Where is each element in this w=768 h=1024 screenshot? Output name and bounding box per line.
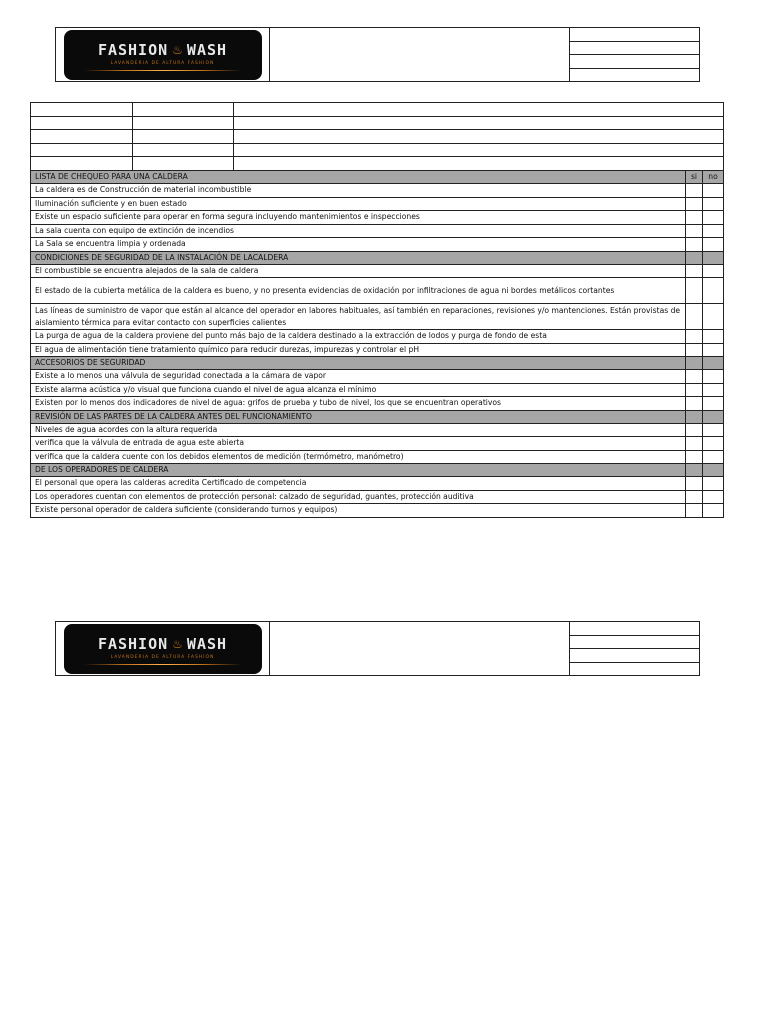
check-cell-no bbox=[703, 410, 724, 423]
checklist-row bbox=[31, 504, 724, 518]
header-title-cell bbox=[270, 622, 570, 675]
check-cell-si[interactable] bbox=[686, 238, 703, 252]
checklist-item-text: Existe alarma acústica y/o visual que funciona cuando el nivel de agua alcanza el mínimo bbox=[31, 383, 686, 397]
logo-text-left: FASHION bbox=[97, 635, 169, 653]
section-title: REVISIÓN DE LAS PARTES DE LA CALDERA ANTES DEL FUNCIONAMIENTO bbox=[31, 410, 686, 423]
check-cell-no bbox=[703, 357, 724, 370]
check-cell-si bbox=[686, 357, 703, 370]
checklist-item-text: verifica que la caldera cuente con los debidos elementos de medición (termómetro, manómetro) bbox=[31, 450, 686, 464]
check-cell-no[interactable] bbox=[703, 383, 724, 397]
check-cell-si[interactable] bbox=[686, 423, 703, 437]
checklist-item-text: La caldera es de Construcción de material incombustible bbox=[31, 184, 686, 198]
header-meta-row bbox=[570, 55, 699, 69]
checklist-row bbox=[31, 397, 724, 411]
checklist-item-text: Los operadores cuentan con elementos de protección personal: calzado de seguridad, guantes, protección auditiva bbox=[31, 490, 686, 504]
check-cell-si[interactable] bbox=[686, 278, 703, 304]
header-meta-row bbox=[570, 663, 699, 676]
header-meta-cell bbox=[570, 622, 699, 675]
checklist-body bbox=[31, 184, 724, 518]
info-cell[interactable] bbox=[31, 103, 133, 117]
check-cell-no[interactable] bbox=[703, 397, 724, 411]
checklist-row bbox=[31, 197, 724, 211]
check-cell-si bbox=[686, 464, 703, 477]
info-cell[interactable] bbox=[234, 130, 724, 144]
checklist-title: LISTA DE CHEQUEO PARA UNA CALDERA bbox=[31, 171, 686, 184]
logo-text-right: WASH bbox=[186, 41, 228, 59]
checklist-row bbox=[31, 330, 724, 344]
checklist-item-text: El combustible se encuentra alejados de la sala de caldera bbox=[31, 264, 686, 278]
checklist-section-row bbox=[31, 464, 724, 477]
info-cell[interactable] bbox=[133, 130, 234, 144]
info-cell[interactable] bbox=[234, 103, 724, 117]
check-cell-si[interactable] bbox=[686, 437, 703, 451]
checklist-item-text: Existen por lo menos dos indicadores de nivel de agua: grifos de prueba y tubo de nivel, los que se encuentran operativos bbox=[31, 397, 686, 411]
checklist-header-row bbox=[31, 171, 724, 184]
logo-swoosh bbox=[84, 70, 242, 71]
checklist-row bbox=[31, 304, 724, 330]
logo-tagline: LAVANDERIA DE ALTURA FASHION bbox=[110, 61, 215, 66]
header-meta-row bbox=[570, 649, 699, 663]
checklist-row bbox=[31, 450, 724, 464]
logo-tagline: LAVANDERIA DE ALTURA FASHION bbox=[110, 655, 215, 660]
checklist-row bbox=[31, 184, 724, 198]
section-title: ACCESORIOS DE SEGURIDAD bbox=[31, 357, 686, 370]
check-cell-si[interactable] bbox=[686, 304, 703, 330]
checklist-section-row bbox=[31, 410, 724, 423]
checklist-item-text: Existe a lo menos una válvula de seguridad conectada a la cámara de vapor bbox=[31, 370, 686, 384]
check-cell-no[interactable] bbox=[703, 330, 724, 344]
check-cell-no[interactable] bbox=[703, 197, 724, 211]
info-table bbox=[30, 102, 724, 171]
document-header-second bbox=[55, 621, 700, 676]
logo-cell bbox=[56, 28, 270, 81]
column-no-header: no bbox=[703, 171, 724, 184]
header-meta-cell bbox=[570, 28, 699, 81]
checklist-item-text: Niveles de agua acordes con la altura requerida bbox=[31, 423, 686, 437]
checklist-row bbox=[31, 370, 724, 384]
checklist-item-text: El personal que opera las calderas acredita Certificado de competencia bbox=[31, 477, 686, 491]
checklist-row bbox=[31, 383, 724, 397]
checklist-item-text: Las líneas de suministro de vapor que están al alcance del operador en labores habituales, así también en reparaciones, revisiones y/o mantenciones. Están provistas de aislamiento térmica para evitar contacto con superficies calientes bbox=[31, 304, 686, 330]
logo-text-right: WASH bbox=[186, 635, 228, 653]
checklist-row bbox=[31, 490, 724, 504]
checklist-section-row bbox=[31, 357, 724, 370]
check-cell-no[interactable] bbox=[703, 211, 724, 225]
check-cell-si[interactable] bbox=[686, 343, 703, 357]
header-meta-row bbox=[570, 636, 699, 650]
check-cell-no[interactable] bbox=[703, 370, 724, 384]
check-cell-no[interactable] bbox=[703, 423, 724, 437]
check-cell-no bbox=[703, 464, 724, 477]
info-cell[interactable] bbox=[31, 143, 133, 157]
fashion-wash-logo bbox=[64, 30, 262, 80]
fashion-wash-logo bbox=[64, 624, 262, 674]
check-cell-si[interactable] bbox=[686, 397, 703, 411]
check-cell-si[interactable] bbox=[686, 370, 703, 384]
checklist-row bbox=[31, 264, 724, 278]
check-cell-si[interactable] bbox=[686, 383, 703, 397]
document-header bbox=[55, 27, 700, 82]
checklist-row bbox=[31, 343, 724, 357]
header-meta-row bbox=[570, 28, 699, 42]
info-cell[interactable] bbox=[133, 143, 234, 157]
check-cell-no[interactable] bbox=[703, 238, 724, 252]
section-title: CONDICIONES DE SEGURIDAD DE LA INSTALACIÓN DE LACALDERA bbox=[31, 251, 686, 264]
logo-figure-icon: ♨ bbox=[172, 43, 183, 57]
check-cell-no[interactable] bbox=[703, 490, 724, 504]
logo-cell bbox=[56, 622, 270, 675]
check-cell-no[interactable] bbox=[703, 224, 724, 238]
check-cell-no[interactable] bbox=[703, 343, 724, 357]
checklist-item-text: Existe un espacio suficiente para operar en forma segura incluyendo mantenimientos e inspecciones bbox=[31, 211, 686, 225]
info-cell[interactable] bbox=[234, 143, 724, 157]
check-cell-no[interactable] bbox=[703, 477, 724, 491]
info-cell[interactable] bbox=[133, 157, 234, 171]
header-meta-row bbox=[570, 42, 699, 56]
check-cell-si[interactable] bbox=[686, 330, 703, 344]
checklist-section-row bbox=[31, 251, 724, 264]
checklist-item-text: La sala cuenta con equipo de extinción de incendios bbox=[31, 224, 686, 238]
check-cell-si bbox=[686, 251, 703, 264]
check-cell-no[interactable] bbox=[703, 450, 724, 464]
checklist-item-text: Existe personal operador de caldera suficiente (considerando turnos y equipos) bbox=[31, 504, 686, 518]
logo-figure-icon: ♨ bbox=[172, 637, 183, 651]
checklist-row bbox=[31, 278, 724, 304]
check-cell-si[interactable] bbox=[686, 264, 703, 278]
checklist-item-text: El agua de alimentación tiene tratamiento químico para reducir durezas, impurezas y controlar el pH bbox=[31, 343, 686, 357]
checklist-item-text: verifica que la válvula de entrada de agua este abierta bbox=[31, 437, 686, 451]
info-cell[interactable] bbox=[31, 157, 133, 171]
checklist-item-text: El estado de la cubierta metálica de la caldera es bueno, y no presenta evidencias de oxidación por infiltraciones de agua ni bordes metálicos cortantes bbox=[31, 278, 686, 304]
check-cell-no[interactable] bbox=[703, 437, 724, 451]
info-cell[interactable] bbox=[234, 157, 724, 171]
check-cell-si[interactable] bbox=[686, 504, 703, 518]
checklist-row bbox=[31, 211, 724, 225]
checklist-item-text: La purga de agua de la caldera proviene del punto más bajo de la caldera destinado a la extracción de lodos y purga de fondo de esta bbox=[31, 330, 686, 344]
check-cell-si[interactable] bbox=[686, 224, 703, 238]
section-title: DE LOS OPERADORES DE CALDERA bbox=[31, 464, 686, 477]
checklist-row bbox=[31, 224, 724, 238]
check-cell-si[interactable] bbox=[686, 197, 703, 211]
info-cell[interactable] bbox=[234, 116, 724, 130]
check-cell-si bbox=[686, 410, 703, 423]
checklist-row bbox=[31, 437, 724, 451]
checklist-row bbox=[31, 477, 724, 491]
check-cell-no[interactable] bbox=[703, 184, 724, 198]
check-cell-si[interactable] bbox=[686, 477, 703, 491]
checklist-item-text: La Sala se encuentra limpia y ordenada bbox=[31, 238, 686, 252]
check-cell-si[interactable] bbox=[686, 490, 703, 504]
header-meta-row bbox=[570, 69, 699, 82]
checklist-row bbox=[31, 238, 724, 252]
check-cell-no[interactable] bbox=[703, 304, 724, 330]
check-cell-no[interactable] bbox=[703, 504, 724, 518]
check-cell-no[interactable] bbox=[703, 278, 724, 304]
header-meta-row bbox=[570, 622, 699, 636]
check-cell-si[interactable] bbox=[686, 450, 703, 464]
header-title-cell bbox=[270, 28, 570, 81]
checklist-table bbox=[30, 170, 724, 518]
checklist-item-text: Iluminación suficiente y en buen estado bbox=[31, 197, 686, 211]
check-cell-no bbox=[703, 251, 724, 264]
column-si-header: si bbox=[686, 171, 703, 184]
checklist-row bbox=[31, 423, 724, 437]
logo-text-left: FASHION bbox=[97, 41, 169, 59]
check-cell-no[interactable] bbox=[703, 264, 724, 278]
info-cell[interactable] bbox=[31, 130, 133, 144]
info-cell[interactable] bbox=[31, 116, 133, 130]
info-cell[interactable] bbox=[133, 103, 234, 117]
logo-swoosh bbox=[84, 664, 242, 665]
info-cell[interactable] bbox=[133, 116, 234, 130]
check-cell-si[interactable] bbox=[686, 184, 703, 198]
check-cell-si[interactable] bbox=[686, 211, 703, 225]
